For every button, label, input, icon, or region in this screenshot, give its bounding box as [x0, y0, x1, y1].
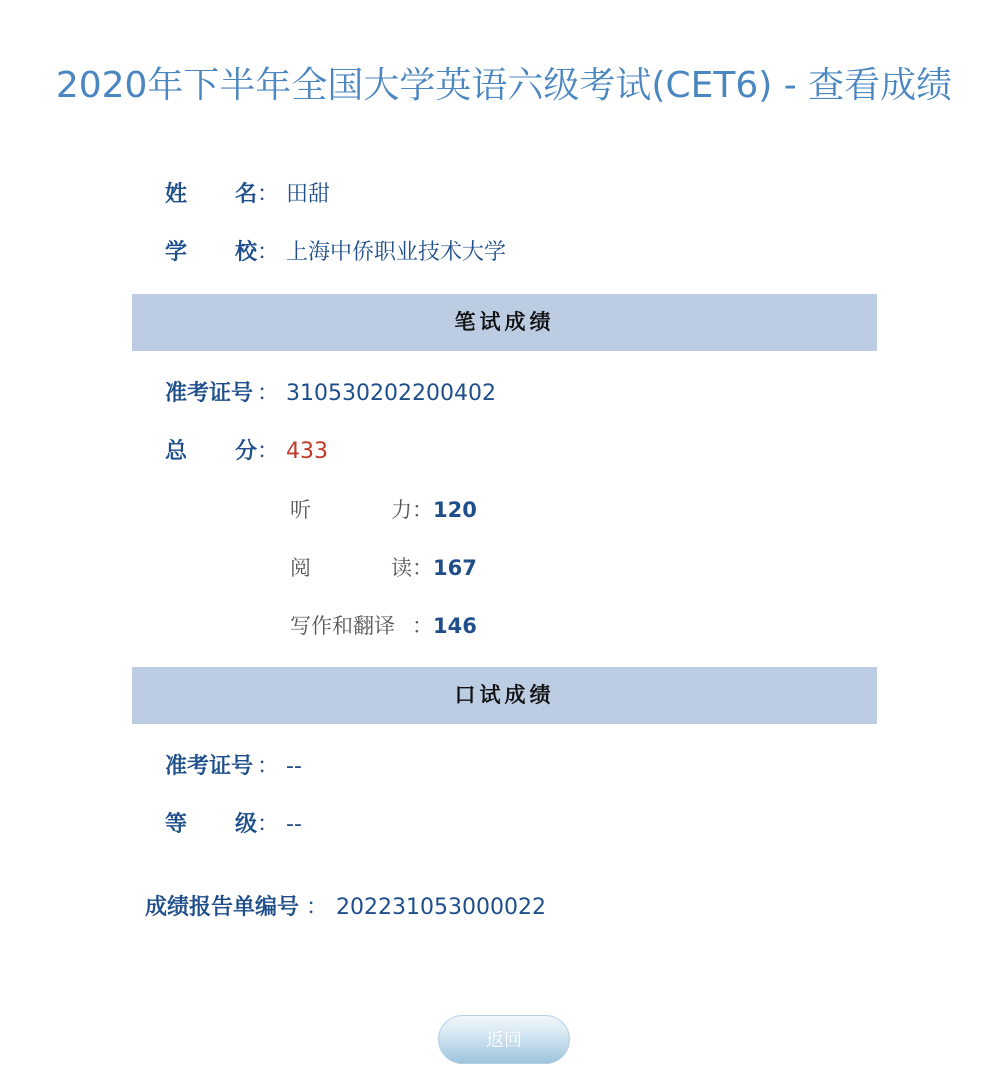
- total-score-row: [165, 437, 765, 467]
- oral-section-header: 口试成绩: [132, 667, 877, 724]
- school-value: 上海中侨职业技术大学: [286, 240, 507, 265]
- oral-grade-row: [165, 810, 765, 840]
- oral-ticket-value: --: [286, 754, 302, 779]
- reading-label: 阅 读: [290, 556, 412, 580]
- listening-label: 听 力: [290, 498, 412, 522]
- page-title: 2020年下半年全国大学英语六级考试(CET6) - 查看成绩: [55, 65, 953, 106]
- total-score-label: 总 分: [165, 439, 257, 464]
- written-ticket-label: 准考证号: [165, 381, 254, 406]
- report-number-value: 202231053000022: [336, 895, 546, 920]
- written-ticket-colon: ：: [257, 381, 280, 406]
- oral-ticket-colon: ：: [257, 754, 280, 779]
- school-colon: ：: [257, 240, 280, 265]
- report-number-colon: ：: [306, 895, 329, 920]
- return-button[interactable]: 返回: [438, 1015, 570, 1064]
- total-score-value: 433: [286, 439, 328, 464]
- reading-score: 167: [433, 556, 477, 580]
- school-label: 学 校: [165, 240, 257, 265]
- name-row: [165, 180, 765, 210]
- oral-grade-value: --: [286, 812, 302, 837]
- oral-grade-label: 等 级: [165, 812, 257, 837]
- oral-grade-colon: ：: [257, 812, 280, 837]
- writing-translation-score: 146: [433, 614, 477, 638]
- name-value: 田甜: [286, 182, 331, 207]
- total-score-colon: ：: [257, 439, 280, 464]
- listening-colon: ：: [412, 498, 433, 522]
- written-section-header: 笔试成绩: [132, 294, 877, 351]
- writing-translation-colon: ：: [412, 614, 433, 638]
- name-label: 姓 名: [165, 182, 257, 207]
- name-colon: ：: [257, 182, 280, 207]
- writing-translation-row: [290, 611, 690, 641]
- listening-score: 120: [433, 498, 477, 522]
- reading-colon: ：: [412, 556, 433, 580]
- oral-ticket-label: 准考证号: [165, 754, 254, 779]
- report-number-row: [145, 893, 795, 923]
- oral-ticket-row: [165, 752, 765, 782]
- writing-translation-label: 写作和翻译: [290, 614, 395, 638]
- school-row: [165, 238, 765, 268]
- written-ticket-row: [165, 379, 765, 409]
- reading-row: [290, 553, 690, 583]
- report-number-label: 成绩报告单编号: [145, 895, 300, 920]
- written-ticket-value: 310530202200402: [286, 381, 496, 406]
- listening-row: [290, 495, 690, 525]
